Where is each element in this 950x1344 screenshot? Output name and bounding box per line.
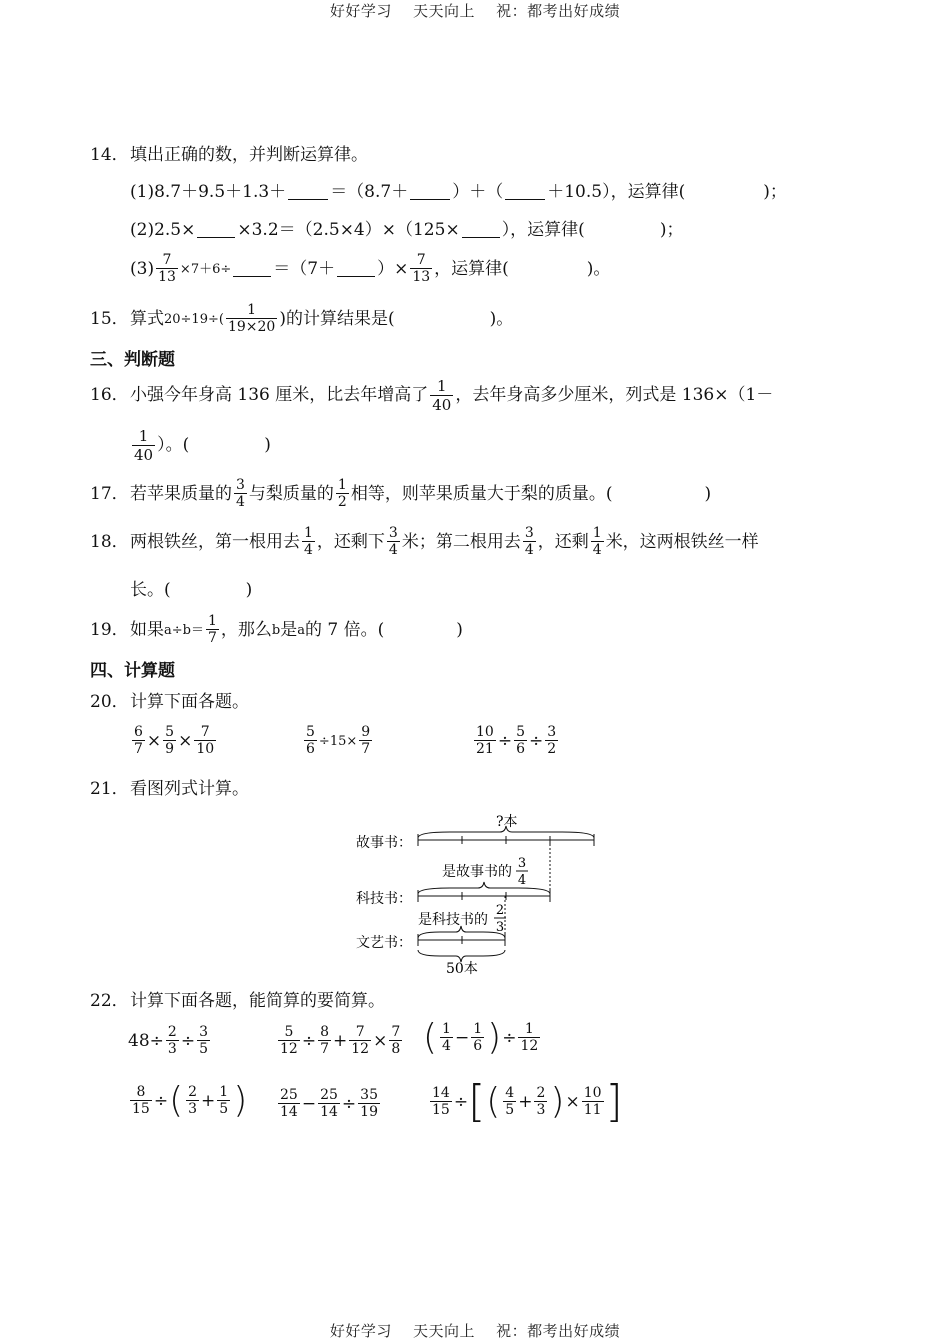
fraction: $\frac{1}{4}$ <box>442 1020 451 1054</box>
section-4-heading: 四、计算题 <box>90 661 175 681</box>
fraction: $\frac{5}{6}$ <box>516 724 525 758</box>
q22-expression-3: ( $\frac{1}{4}$ − $\frac{1}{6}$ ) ÷ $\frac{1}{12}$ <box>423 1017 539 1058</box>
question-18-line2: 长。( ) <box>130 580 253 600</box>
fraction: $\frac{1}{19\times 20}$ <box>227 302 276 336</box>
question-16: 16． 小强今年身高 136 厘米，比去年增高了 $\frac{1}{40}$ ，去年身高多少厘米，列式是 136×（1－ <box>90 377 774 414</box>
question-20-title: 20． 计算下面各题。 <box>90 692 249 712</box>
q22-expression-1: 48÷ $\frac{2}{3}$ ÷ $\frac{3}{5}$ <box>128 1024 208 1058</box>
question-19: 19． 如果 a÷b＝ $\frac{1}{7}$ ，那么 b 是 a 的 7 倍。( ) <box>90 613 463 647</box>
fraction: $\frac{5}{9}$ <box>165 724 175 758</box>
fraction: $\frac{1}{2}$ <box>337 477 347 511</box>
q22-expression-4: $\frac{8}{15}$ ÷ ( $\frac{2}{3}$ + $\frac{1}{5}$ ) <box>132 1080 248 1121</box>
fraction: $\frac{10}{21}$ <box>476 724 494 758</box>
brace-sci <box>418 882 550 894</box>
fraction: $\frac{35}{19}$ <box>360 1087 378 1121</box>
fraction: $\frac{7}{13}$ <box>158 252 176 286</box>
note-sci: 是故事书的 <box>442 864 512 880</box>
fraction: $\frac{3}{4}$ <box>524 525 534 559</box>
fraction: $\frac{1}{40}$ <box>432 377 452 414</box>
question-14-part3: (3) $\frac{7}{13}$ ×7＋6÷ ＝（7＋ ）× $\frac{7}{13}$ ，运算律( )。 <box>130 252 611 286</box>
label-unknown: ?本 <box>496 814 518 830</box>
fraction: $\frac{2}{3}$ <box>188 1083 198 1117</box>
q22-expression-6: $\frac{14}{15}$ ÷ [ ( $\frac{4}{5}$ + $\frac{2}{3}$ ) × $\frac{10}{11}$ ] <box>432 1076 623 1127</box>
answer-blank[interactable] <box>462 223 500 238</box>
fraction: $\frac{1}{5}$ <box>219 1083 229 1117</box>
label-art: 文艺书： <box>356 935 412 951</box>
fraction: $\frac{1}{7}$ <box>207 613 217 647</box>
question-21-title: 21． 看图列式计算。 <box>90 779 249 799</box>
fraction: $\frac{3}{5}$ <box>199 1024 208 1058</box>
line-segment-diagram <box>350 810 610 982</box>
section-3-heading: 三、判断题 <box>90 350 175 370</box>
question-14-part2: (2)2.5× ×3.2＝（2.5×4）×（125× ），运算律( )； <box>130 220 684 240</box>
page-footer: 好好学习 天天向上 祝：都考出好成绩 <box>329 1322 621 1340</box>
answer-blank[interactable] <box>197 223 235 238</box>
fraction: $\frac{10}{11}$ <box>583 1084 602 1118</box>
page-header: 好好学习 天天向上 祝：都考出好成绩 <box>329 2 621 20</box>
fraction: $\frac{8}{7}$ <box>320 1024 329 1058</box>
question-14-part1: (1)8.7＋9.5＋1.3＋ ＝（8.7＋ ）＋（ ＋10.5），运算律( )； <box>130 182 787 202</box>
fraction: $\frac{14}{15}$ <box>432 1084 450 1118</box>
fraction: $\frac{4}{5}$ <box>505 1084 515 1118</box>
svg-text:3: 3 <box>517 856 527 871</box>
q22-expression-5: $\frac{25}{14}$ − $\frac{25}{14}$ ÷ $\frac{35}{19}$ <box>280 1087 378 1121</box>
svg-text:4: 4 <box>517 873 527 888</box>
fraction: $\frac{3}{4}$ <box>236 477 245 511</box>
fraction: $\frac{1}{6}$ <box>473 1020 483 1054</box>
fraction: $\frac{2}{3}$ <box>536 1084 546 1118</box>
fraction: $\frac{1}{40}$ <box>134 427 154 464</box>
question-22-title: 22． 计算下面各题，能简算的要简算。 <box>90 991 385 1011</box>
q20-expression-2: $\frac{5}{6}$ ÷15× $\frac{9}{7}$ <box>306 724 371 758</box>
fraction: $\frac{5}{6}$ <box>306 724 315 758</box>
fraction: $\frac{25}{14}$ <box>320 1087 338 1121</box>
q22-expression-2: $\frac{5}{12}$ ÷ $\frac{8}{7}$ + $\frac{7}{12}$ × $\frac{7}{8}$ <box>280 1024 401 1058</box>
fraction: $\frac{9}{7}$ <box>361 724 371 758</box>
q20-expression-1: $\frac{6}{7}$ × $\frac{5}{9}$ × $\frac{7}{10}$ <box>134 724 215 758</box>
answer-blank[interactable] <box>288 185 328 200</box>
svg-text:3: 3 <box>495 920 505 935</box>
fraction: $\frac{7}{13}$ <box>412 252 431 286</box>
fraction: $\frac{1}{4}$ <box>592 525 602 559</box>
note-art: 是科技书的 <box>418 912 488 928</box>
fraction: $\frac{5}{12}$ <box>280 1024 298 1058</box>
fraction: $\frac{25}{14}$ <box>280 1087 298 1121</box>
answer-blank[interactable] <box>505 185 545 200</box>
label-50: 50本 <box>446 961 478 977</box>
answer-blank[interactable] <box>337 262 375 277</box>
question-18: 18． 两根铁丝，第一根用去 $\frac{1}{4}$ ，还剩下 $\frac{3}{4}$ 米；第二根用去 $\frac{3}{4}$ ，还剩 $\frac{1}{4}$ 米，这两根铁丝一样 <box>90 525 759 559</box>
fraction: $\frac{3}{2}$ <box>547 724 557 758</box>
svg-text:2: 2 <box>495 903 505 918</box>
label-story: 故事书： <box>356 835 412 851</box>
question-15: 15． 算式 20÷19÷( $\frac{1}{19\times 20}$ )的计算结果是( )。 <box>90 302 514 336</box>
fraction: $\frac{7}{10}$ <box>196 724 215 758</box>
fraction: $\frac{6}{7}$ <box>134 724 143 758</box>
question-14-title: 14． 填出正确的数，并判断运算律。 <box>90 145 368 165</box>
answer-blank[interactable] <box>410 185 450 200</box>
question-17: 17． 若苹果质量的 $\frac{3}{4}$ 与梨质量的 $\frac{1}{2}$ 相等，则苹果质量大于梨的质量。( ) <box>90 477 712 511</box>
label-sci: 科技书： <box>356 891 412 907</box>
fraction: $\frac{1}{12}$ <box>520 1020 539 1054</box>
fraction: $\frac{8}{15}$ <box>132 1083 150 1117</box>
answer-blank[interactable] <box>233 262 271 277</box>
fraction: $\frac{2}{3}$ <box>167 1024 177 1058</box>
fraction: $\frac{7}{12}$ <box>351 1024 370 1058</box>
fraction: $\frac{3}{4}$ <box>388 525 398 559</box>
question-16-line2: $\frac{1}{40}$ ）。( ) <box>134 427 271 464</box>
q20-expression-3: $\frac{10}{21}$ ÷ $\frac{5}{6}$ ÷ $\frac{3}{2}$ <box>476 724 557 758</box>
fraction: $\frac{7}{8}$ <box>391 1024 401 1058</box>
fraction: $\frac{1}{4}$ <box>304 525 313 559</box>
